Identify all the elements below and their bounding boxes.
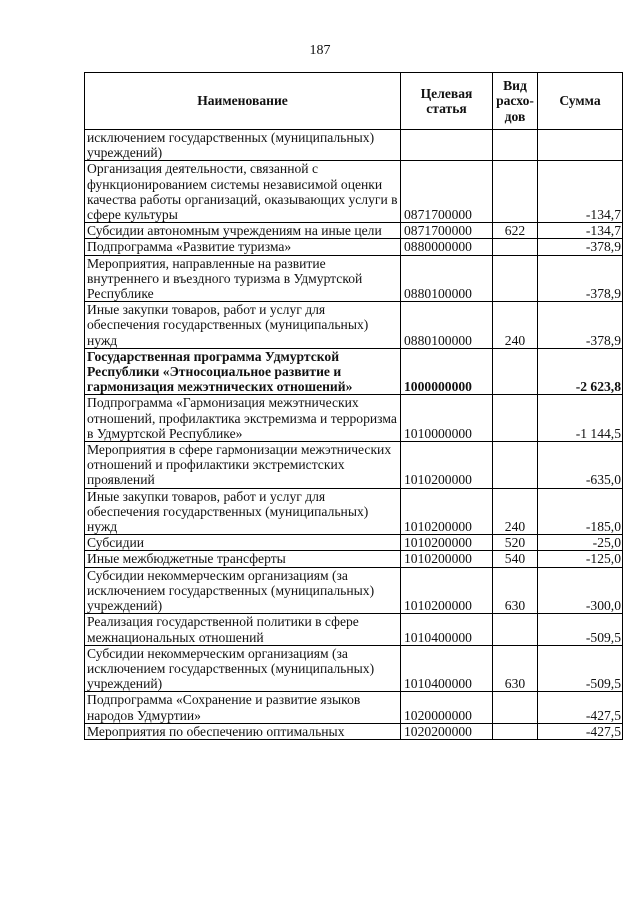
cell-name: Иные закупки товаров, работ и услуг для обеспечения государственных (муниципальных) нужд (85, 302, 401, 349)
table-row (85, 567, 623, 614)
cell-code: 1010200000 (401, 488, 493, 535)
cell-type (493, 723, 538, 739)
table-row (85, 239, 623, 255)
cell-code: 1010400000 (401, 614, 493, 645)
cell-type (493, 614, 538, 645)
cell-code: 1010200000 (401, 567, 493, 614)
cell-sum: -509,5 (538, 614, 623, 645)
cell-name: Мероприятия по обеспечению оптимальных (85, 723, 401, 739)
cell-type: 540 (493, 551, 538, 567)
cell-type (493, 239, 538, 255)
cell-name: Субсидии некоммерческим организациям (за исключением государственных (муниципальных) учреждений) (85, 645, 401, 692)
table-row (85, 723, 623, 739)
cell-name: исключением государственных (муниципальных) учреждений) (85, 130, 401, 161)
cell-sum: -427,5 (538, 692, 623, 723)
cell-type (493, 395, 538, 442)
table-row (85, 395, 623, 442)
cell-sum: -25,0 (538, 535, 623, 551)
table-row (85, 255, 623, 302)
cell-sum: -134,7 (538, 161, 623, 223)
table-row (85, 223, 623, 239)
cell-name: Государственная программа Удмуртской Республики «Этносоциальное развитие и гармонизация межэтнических отношений» (85, 348, 401, 395)
cell-code: 1010200000 (401, 442, 493, 489)
cell-sum: -125,0 (538, 551, 623, 567)
cell-name: Субсидии автономным учреждениям на иные цели (85, 223, 401, 239)
table-row (85, 442, 623, 489)
cell-sum: -378,9 (538, 255, 623, 302)
cell-code: 1010400000 (401, 645, 493, 692)
header-name: Наименование (85, 73, 401, 130)
cell-code: 1010200000 (401, 551, 493, 567)
cell-sum: -300,0 (538, 567, 623, 614)
cell-name: Организация деятельности, связанной с функционированием системы независимой оценки качества работы организаций, оказывающих услуги в сфере культуры (85, 161, 401, 223)
table-header-row (85, 73, 623, 130)
table-row (85, 692, 623, 723)
cell-name: Субсидии (85, 535, 401, 551)
cell-name: Подпрограмма «Сохранение и развитие языков народов Удмуртии» (85, 692, 401, 723)
budget-table (84, 72, 623, 740)
cell-name: Иные межбюджетные трансферты (85, 551, 401, 567)
cell-code: 0880100000 (401, 302, 493, 349)
cell-type: 240 (493, 488, 538, 535)
cell-type: 520 (493, 535, 538, 551)
cell-sum: -635,0 (538, 442, 623, 489)
cell-name: Подпрограмма «Гармонизация межэтнических отношений, профилактика экстремизма и терроризма в Удмуртской Республике» (85, 395, 401, 442)
header-type: Вид расхо- дов (493, 73, 538, 130)
header-code: Целевая статья (401, 73, 493, 130)
cell-code: 0871700000 (401, 223, 493, 239)
cell-sum: -2 623,8 (538, 348, 623, 395)
table-row (85, 161, 623, 223)
cell-sum: -509,5 (538, 645, 623, 692)
cell-code: 1010200000 (401, 535, 493, 551)
cell-type (493, 130, 538, 161)
cell-code (401, 130, 493, 161)
cell-type: 630 (493, 645, 538, 692)
cell-sum: -427,5 (538, 723, 623, 739)
table-row (85, 614, 623, 645)
cell-type (493, 692, 538, 723)
cell-code: 0880100000 (401, 255, 493, 302)
cell-name: Подпрограмма «Развитие туризма» (85, 239, 401, 255)
cell-sum: -134,7 (538, 223, 623, 239)
header-sum: Сумма (538, 73, 623, 130)
cell-code: 1000000000 (401, 348, 493, 395)
cell-sum: -378,9 (538, 302, 623, 349)
table-row (85, 488, 623, 535)
cell-code: 1020000000 (401, 692, 493, 723)
table-row (85, 551, 623, 567)
cell-name: Мероприятия в сфере гармонизации межэтнических отношений и профилактики экстремистских проявлений (85, 442, 401, 489)
cell-type (493, 442, 538, 489)
cell-code: 1020200000 (401, 723, 493, 739)
cell-name: Субсидии некоммерческим организациям (за исключением государственных (муниципальных) учреждений) (85, 567, 401, 614)
cell-sum: -1 144,5 (538, 395, 623, 442)
table-row (85, 348, 623, 395)
page-number: 187 (309, 43, 331, 58)
table-row (85, 302, 623, 349)
cell-sum (538, 130, 623, 161)
cell-sum: -378,9 (538, 239, 623, 255)
cell-sum: -185,0 (538, 488, 623, 535)
cell-type (493, 161, 538, 223)
table-row (85, 130, 623, 161)
cell-name: Реализация государственной политики в сфере межнациональных отношений (85, 614, 401, 645)
cell-type: 622 (493, 223, 538, 239)
cell-name: Иные закупки товаров, работ и услуг для обеспечения государственных (муниципальных) нужд (85, 488, 401, 535)
cell-code: 0871700000 (401, 161, 493, 223)
cell-type (493, 255, 538, 302)
table-row (85, 535, 623, 551)
cell-type: 240 (493, 302, 538, 349)
cell-code: 0880000000 (401, 239, 493, 255)
cell-code: 1010000000 (401, 395, 493, 442)
table-row (85, 645, 623, 692)
cell-type: 630 (493, 567, 538, 614)
cell-type (493, 348, 538, 395)
cell-name: Мероприятия, направленные на развитие внутреннего и въездного туризма в Удмуртской Республике (85, 255, 401, 302)
